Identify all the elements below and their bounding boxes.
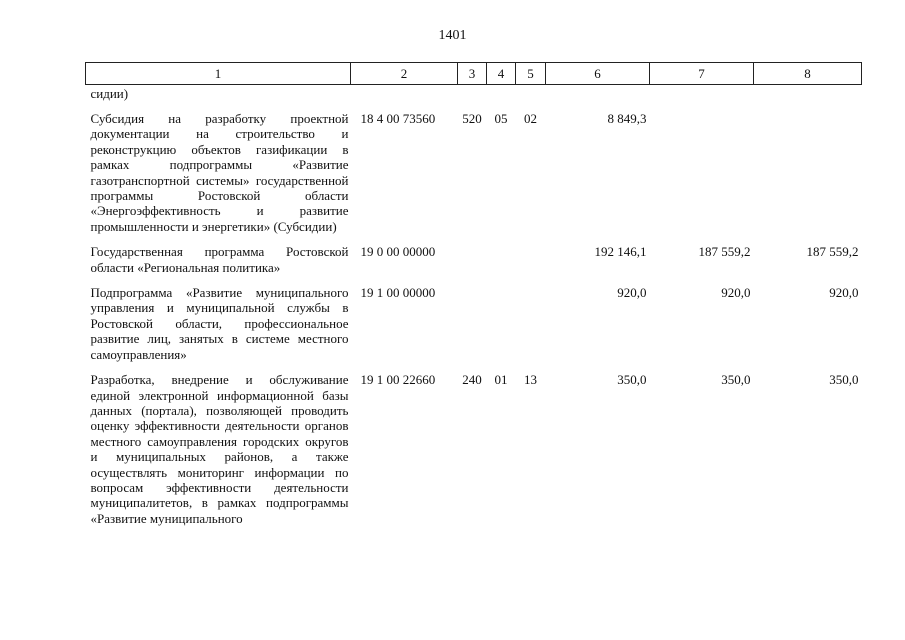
row-code: 19 1 00 00000 [360, 285, 436, 301]
table-row [86, 244, 862, 275]
row-description: Государственная программа Ростовской области «Региональная политика» [90, 244, 349, 275]
row-vr [458, 244, 487, 275]
row-subsection: 02 [524, 111, 537, 126]
row-vr: 240 [462, 372, 482, 388]
row-description: Субсидия на разработку проектной документации на строительство и реконструкцию объектов газификации в рамках подпрограммы «Развитие газотранспортной системы» государственной программы Ростовской области «Энергоэффективность и развитие промышленности и энергетики» (Субсидии) [90, 111, 349, 234]
row-value-6: 350,0 [617, 372, 647, 388]
row-value-7: 920,0 [721, 285, 751, 301]
row-vr [458, 285, 487, 362]
row-section: 05 [494, 111, 508, 126]
row-description: Разработка, внедрение и обслуживание единой электронной информационной базы данных (портала), позволяющей проводить оценку эффективности деятельности органов местного самоуправления городских округов и муниципальных районов, а также осуществлять мониторинг информации по вопросам эффективности деятельности муниципалитетов, в рамках подпрограммы «Развитие муниципального [90, 372, 349, 526]
row-code: 18 4 00 73560 [360, 111, 436, 126]
row-value-7 [650, 111, 754, 234]
row-subsection: 13 [524, 372, 537, 388]
row-value-8 [754, 111, 862, 234]
row-code: 19 0 00 00000 [360, 244, 436, 260]
row-value-8: 350,0 [829, 372, 859, 388]
row-value-8: 187 559,2 [806, 244, 859, 260]
row-value-8: 920,0 [829, 285, 859, 301]
column-header: 7 [650, 63, 754, 85]
row-section [487, 285, 516, 362]
row-code: 19 1 00 22660 [360, 372, 436, 388]
row-value-7: 187 559,2 [698, 244, 751, 260]
table-header [86, 63, 862, 85]
row-value-6: 192 146,1 [594, 244, 647, 260]
row-vr: 520 [462, 111, 482, 126]
row-value-7: 350,0 [721, 372, 751, 388]
budget-table [85, 62, 862, 526]
column-header: 1 [86, 63, 351, 85]
column-header: 5 [516, 63, 546, 85]
column-header: 8 [754, 63, 862, 85]
table-row [86, 111, 862, 234]
table-row [86, 372, 862, 526]
row-subsection [516, 244, 546, 275]
column-header: 4 [487, 63, 516, 85]
column-header: 2 [351, 63, 458, 85]
row-section [487, 244, 516, 275]
column-header: 3 [458, 63, 487, 85]
page-number: 1401 [438, 28, 467, 43]
row-subsection [516, 285, 546, 362]
table-row [86, 285, 862, 362]
continuation-row [86, 85, 862, 102]
continuation-text: сидии) [90, 86, 129, 101]
row-value-6: 920,0 [617, 285, 647, 301]
row-description: Подпрограмма «Развитие муниципального управления и муниципальной службы в Ростовской области, профессиональное развитие лиц, занятых в системе местного самоуправления» [90, 285, 349, 362]
column-header: 6 [546, 63, 650, 85]
row-section: 01 [494, 372, 508, 388]
row-value-6: 8 849,3 [607, 111, 647, 126]
